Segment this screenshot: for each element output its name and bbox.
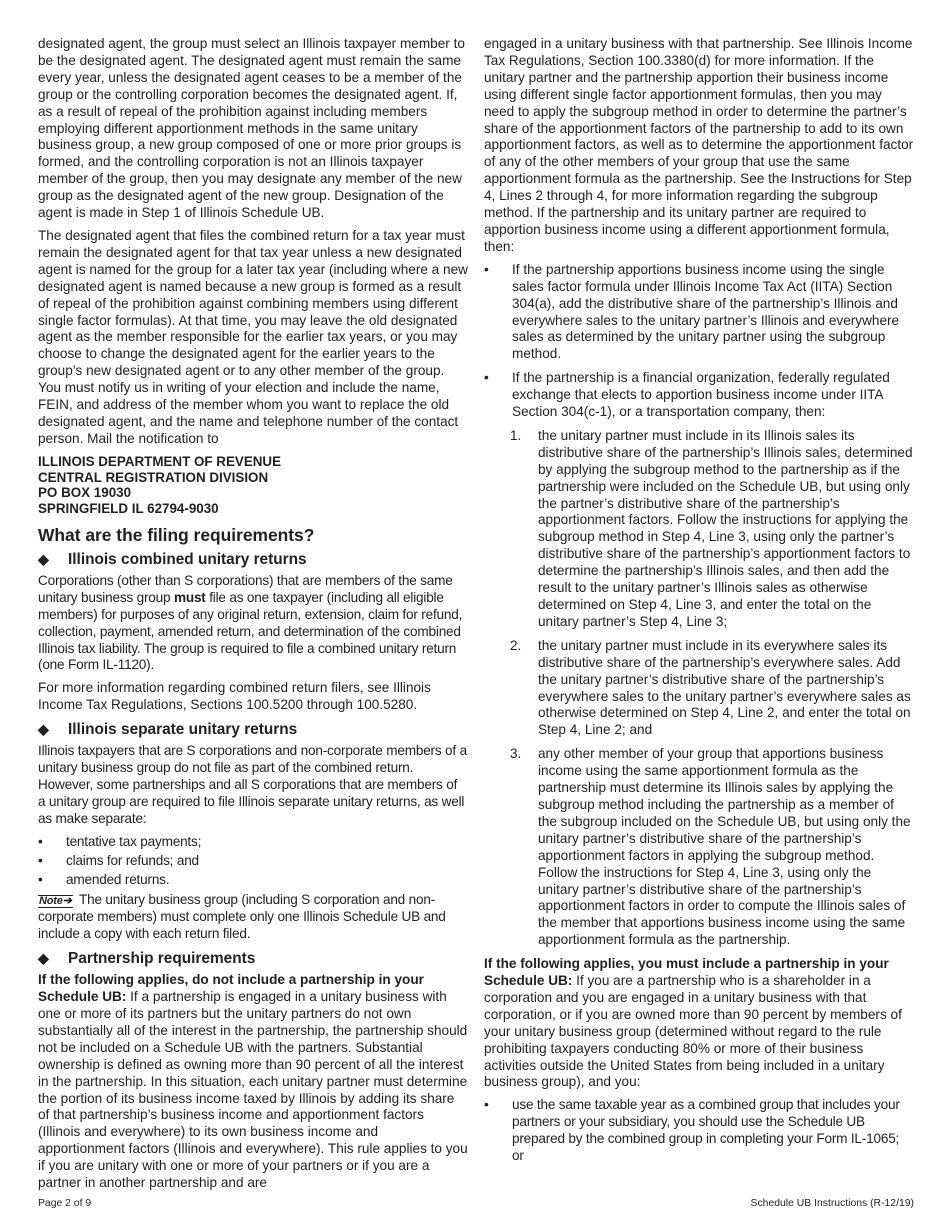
address-line: SPRINGFIELD IL 62794-9030 — [38, 501, 219, 517]
list-item: • use the same taxable year as a combined group that includes your partners or your subsidiary, you should use the Schedule UB prepared by the combined group in completing your Form IL-1065; or — [484, 1097, 900, 1164]
numbered-steps-list — [484, 428, 914, 949]
paragraph-do-not-include-partnership: If the following applies, do not include a partnership in your Schedule UB: If a partnership is engaged in a unitary business with one or more of its partners but the unitary partners do not own substantially all of the interest in the partnership, the partnership should not be included on a Schedule UB with the partners. Substantial ownership is defined as owning more than 90 percent of all the interest in the partnership. In this situation, each unitary partner must determine the portion of its business income taxed by Illinois by adding its share of that partnership’s business income and apportionment factors (Illinois and everywhere) to its own business income and apportionment factors (Illinois and everywhere). This rule applies to you if you are unitary with one or more of your partners or if you are a partner in another partnership and are — [38, 972, 468, 1191]
diamond-bullet-icon: ◆ — [38, 550, 49, 567]
address-line: PO BOX 19030 — [38, 485, 132, 501]
diamond-bullet-icon: ◆ — [38, 950, 49, 967]
paragraph-unitary-partnership: engaged in a unitary business with that partnership. See Illinois Income Tax Regulations, Section 100.3380(d) for more information. If the unitary partner and the partnership apportion their business income using different single factor apportionment formulas, then you may need to apply the subgroup method in order to determine the partner’s share of the apportionment factors of the partnership to add to its own apportionment factors, as well as to determine the apportionment factor of any of the other members of your group that use the same apportionment formula as the partnership. See the Instructions for Step 4, Lines 2 through 4, for more information regarding the subgroup method. If the partnership and its unitary partner are required to apportion business income using a different apportionment formula, then: — [484, 36, 914, 254]
numbered-item: 2. the unitary partner must include in its everywhere sales its distributive share of the partnership’s everywhere sales. Add the unitary partner’s distributive share of the partnership’s everywhere sales to the unitary partner’s everywhere sales as otherwise determined on Step 4, Line 2, and enter the total on Step 4, Line 2; and — [510, 637, 911, 738]
note-arrow-icon: Note➔ — [39, 895, 72, 908]
section-heading-filing-requirements: What are the filing requirements? — [38, 524, 315, 545]
paragraph-combined-regulations: For more information regarding combined return filers, see Illinois Income Tax Regulations, Sections 100.5200 through 100.5280. — [38, 680, 431, 713]
paragraph-must-include-partnership: If the following applies, you must include a partnership in your Schedule UB: If you are a partnership who is a shareholder in a corporation and you are engaged in a unitary business with that corporation, or if you are owned more than 90 percent by members of your unitary business group (determined without regard to the rule prohibiting taxpayers conducting 80% or more of their business activities outside the United States from being included in a unitary business group), and you: — [484, 956, 902, 1090]
paragraph-designated-agent-selection: designated agent, the group must select an Illinois taxpayer member to be the designated agent. The designated agent must remain the same every year, unless the designated agent ceases to be a member of the group or the controlling corporation becomes the designated agent. If, as a result of repeal of the prohibition against including members employing different apportionment methods in the same unitary business group, a new group composed of one or more prior groups is formed, and the controlling corporation is not an Illinois taxpayer member of the group, then you may designate any member of the new group as the designated agent of the new group. Designation of the agent is made in Step 1 of Illinois Schedule UB. — [38, 36, 465, 221]
list-item: • amended returns. — [38, 871, 170, 887]
list-item: • claims for refunds; and — [38, 852, 199, 868]
note-paragraph: Note➔ The unitary business group (including S corporation and non-corporate members) must complete only one Illinois Schedule UB and include a copy with each return filed. — [38, 892, 446, 942]
subheading-text: Partnership requirements — [68, 950, 256, 968]
right-column — [484, 36, 914, 1172]
numbered-item: 3. any other member of your group that apportions business income using the same apportionment formula as the partnership must determine its Illinois sales by applying the subgroup method including the partnership as a member of the subgroup included on the Schedule UB, but using only the unitary partner’s distributive share of the partnership’s apportionment factors in applying the subgroup method. Follow the instructions for Step 4, Line 3, using only the unitary partner’s distributive share of the partnership’s apportionment factors in order to compute the Illinois sales of the member that apportions business income using the same apportionment formula as the partnership. — [510, 746, 911, 948]
taxable-year-list — [484, 1097, 914, 1165]
list-item: • tentative tax payments; — [38, 833, 202, 849]
partnership-formula-list — [484, 262, 914, 421]
subheading-partnership-requirements — [38, 949, 468, 968]
page-number: Page 2 of 9 — [38, 1198, 92, 1209]
left-column — [38, 36, 468, 1198]
paragraph-designated-agent-change: The designated agent that files the combined return for a tax year must remain the designated agent for that tax year unless a new designated agent is named for the group for a later tax year (including where a new designated agent is named because a new group is formed as a result of repeal of the prohibition against combining members using different single factor formulas). At that time, you may leave the old designated agent as the member responsible for the earlier tax years, or you may choose to change the designated agent for the earlier years to the group’s new designated agent or to any other member of the group. You must notify us in writing of your election and include the name, FEIN, and address of the member whom you want to replace the old designated agent, and the name and telephone number of the contact person. Mail the notification to — [38, 227, 468, 446]
list-item: • If the partnership apportions business income using the single sales factor formula under Illinois Income Tax Act (IITA) Section 304(a), add the distributive share of the partnership’s Illinois and everywhere sales to the unitary partner’s Illinois and everywhere sales as determined by the unitary partner using the subgroup method. — [484, 261, 900, 362]
separate-items-list — [38, 834, 468, 889]
mailing-address — [38, 454, 468, 517]
address-line: ILLINOIS DEPARTMENT OF REVENUE — [38, 453, 282, 469]
paragraph-combined-returns: Corporations (other than S corporations) that are members of the same unitary business group must file as one taxpayer (including all eligible members) for purposes of any original return, extension, claim for refund, collection, payment, amended return, and determination of the combined Illinois tax liability. The group is required to file a combined unitary return (one Form IL-1120). — [38, 572, 463, 673]
subheading-text: Illinois separate unitary returns — [68, 721, 298, 739]
form-revision-label: Schedule UB Instructions (R-12/19) — [750, 1198, 914, 1209]
diamond-bullet-icon: ◆ — [38, 721, 49, 738]
subheading-separate-returns — [38, 720, 468, 739]
subheading-text: Illinois combined unitary returns — [68, 550, 307, 568]
paragraph-separate-returns: Illinois taxpayers that are S corporations and non-corporate members of a unitary business group do not file as part of the combined return. However, some partnerships and all S corporations that are members of a unitary group are required to file Illinois separate unitary returns, as well as make separate: — [38, 743, 467, 826]
address-line: CENTRAL REGISTRATION DIVISION — [38, 469, 269, 485]
numbered-item: 1. the unitary partner must include in its Illinois sales its distributive share of the partnership’s Illinois sales, determined by applying the subgroup method to the partnership as if the partnership were included on the Schedule UB, but using only the partner’s distributive share of the partnership’s apportionment factors. Follow the instructions for applying the subgroup method in Step 4, Line 3, using only the partner’s distributive share of the partnership’s apportionment factors to determine the partnership’s Illinois sales, and then add the result to the unitary partner’s Illinois sales as otherwise determined on Step 4, Line 3, and enter the total on the unitary partner’s Step 4, Line 3; — [510, 427, 913, 629]
subheading-combined-returns — [38, 550, 468, 569]
list-item: • If the partnership is a financial organization, federally regulated exchange that elects to apportion business income under IITA Section 304(c-1), or a transportation company, then: — [484, 370, 890, 420]
